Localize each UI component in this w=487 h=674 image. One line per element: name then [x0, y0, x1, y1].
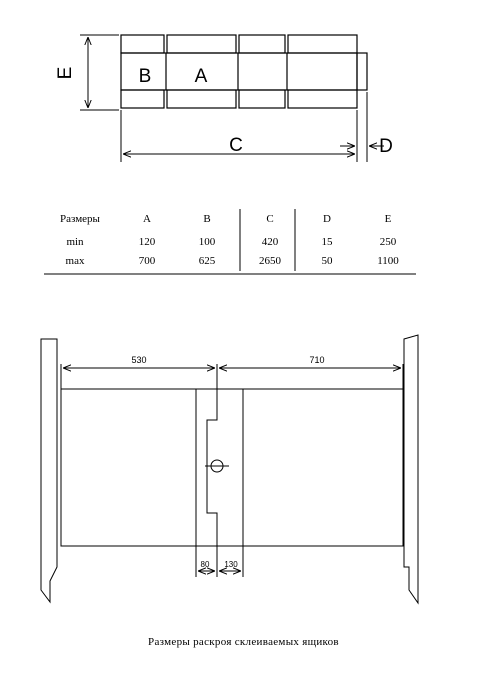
table-cell: 250: [379, 236, 397, 248]
panel-a-label: A: [194, 66, 208, 87]
top-flap-1: [121, 35, 164, 53]
dim-d-label: D: [379, 136, 393, 157]
table-cell: 15: [321, 236, 333, 248]
table-cell: 50: [321, 255, 333, 267]
dim-slot-left-label: 80: [200, 560, 210, 569]
bottom-flap-3: [239, 90, 285, 108]
bottom-flap-4: [288, 90, 357, 108]
table-cell: 2650: [259, 255, 281, 267]
table-cell: 1100: [377, 255, 399, 267]
left-board-edge: [41, 339, 57, 602]
table-cell: 700: [138, 255, 156, 267]
dim-slot-right-label: 130: [224, 560, 238, 569]
top-flap-4: [288, 35, 357, 53]
table-cell: 625: [198, 255, 216, 267]
table-row-max-label: max: [65, 255, 85, 267]
stepped-cut-line: [207, 389, 217, 546]
table-cell: 420: [261, 236, 279, 248]
table-header-c: C: [266, 213, 274, 225]
table-header-sizes: Размеры: [60, 213, 100, 225]
dim-left-label: 530: [131, 355, 147, 365]
table-cell: 100: [198, 236, 216, 248]
bottom-flap-2: [167, 90, 236, 108]
table-cell: 120: [138, 236, 156, 248]
right-board-edge: [404, 335, 418, 603]
table-header-d: D: [323, 213, 331, 225]
bottom-flap-1: [121, 90, 164, 108]
glue-tab: [357, 53, 367, 90]
dimensions-table: [60, 213, 399, 267]
dim-right-label: 710: [309, 355, 325, 365]
table-header-e: E: [384, 213, 392, 225]
dim-e-label: E: [55, 66, 76, 80]
top-flap-2: [167, 35, 236, 53]
board-sheet: [61, 389, 403, 546]
panel-b-label: B: [138, 66, 152, 87]
dim-c-label: C: [229, 135, 243, 156]
box-blank-diagram: [121, 35, 367, 108]
table-header-b: B: [203, 213, 211, 225]
figure-caption: Размеры раскроя склеиваемых ящиков: [148, 636, 339, 648]
dimension-d: [340, 92, 384, 162]
top-flap-3: [239, 35, 285, 53]
table-row-min-label: min: [66, 236, 84, 248]
table-header-a: A: [143, 213, 151, 225]
blank-body-strip: [121, 53, 357, 90]
dimension-e: [80, 35, 119, 110]
